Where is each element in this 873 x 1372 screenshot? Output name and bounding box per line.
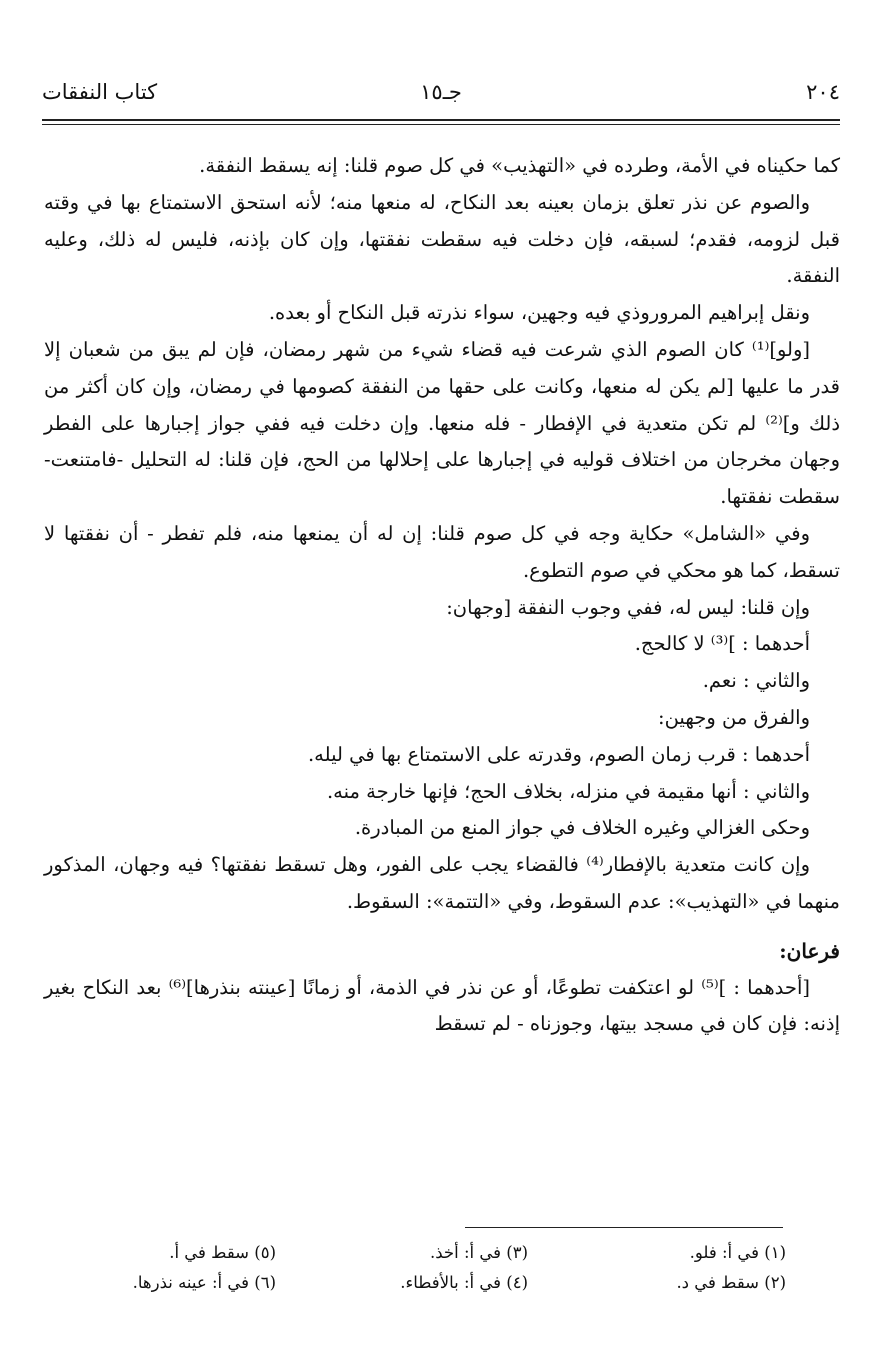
volume-number: جـ١٥ <box>420 80 462 104</box>
main-text <box>44 148 840 1043</box>
paragraph: كما حكيناه في الأمة، وطرده في «التهذيب» في كل صوم قلنا: إنه يسقط النفقة. <box>199 154 840 177</box>
footnote-1: (١) في أ: فلو. <box>689 1243 786 1262</box>
running-header <box>42 80 840 114</box>
paragraph: وحكى الغزالي وغيره الخلاف في جواز المنع من المبادرة. <box>354 816 810 840</box>
footnote-2: (٢) سقط في د. <box>676 1273 786 1292</box>
paragraph: [ولو]⁽¹⁾ كان الصوم الذي شرعت فيه قضاء شيء من شهر رمضان، فإن لم يبق من شعبان إلا قدر ما عليها [لم يكن له منعها، وكانت على حقها من النفقة كصومها في رمضان، وإن كان أكثر من ذلك و]⁽²⁾ لم تكن متعدية في الإفطار - فله منعها. وإن دخلت فيه ففي جواز إجبارها على الفطر وجهان مخرجان من اختلاف قوليه في إجبارها على إحلالها من الحج، فإن قلنا: له التحليل -فامتنعت- سقطت نفقتها. <box>44 337 840 509</box>
footnote-5: (٥) سقط في أ. <box>169 1243 276 1262</box>
header-rule-thick <box>42 119 840 121</box>
paragraph: والفرق من وجهين: <box>658 705 810 729</box>
footnote-separator <box>465 1227 783 1228</box>
header-rule-thin <box>42 124 840 125</box>
footnote-4: (٤) في أ: بالأفطاء. <box>400 1273 528 1292</box>
paragraph: وإن كانت متعدية بالإفطار⁽⁴⁾ فالقضاء يجب على الفور، وهل تسقط نفقتها؟ فيه وجهان، المذكور منهما في «التهذيب»: عدم السقوط، وفي «التتمة»: السقوط. <box>44 853 840 913</box>
paragraph: أحدهما : ]⁽³⁾ لا كالحج. <box>634 632 810 656</box>
book-title: كتاب النفقات <box>42 80 158 104</box>
footnote-3: (٣) في أ: أخذ. <box>430 1243 528 1262</box>
section-heading: فرعان: <box>779 938 840 963</box>
paragraph: ونقل إبراهيم المروروذي فيه وجهين، سواء نذرته قبل النكاح أو بعده. <box>268 301 810 325</box>
footnote-6: (٦) في أ: عينه نذرها. <box>132 1273 276 1292</box>
paragraph: والثاني : نعم. <box>702 669 810 693</box>
footnotes <box>90 1238 786 1308</box>
paragraph: وإن قلنا: ليس له، ففي وجوب النفقة [وجهان: <box>446 595 810 619</box>
page-number: ٢٠٤ <box>806 80 840 104</box>
paragraph: وفي «الشامل» حكاية وجه في كل صوم قلنا: إن له أن يمنعها منه، فلم تفطر - أن نفقتها لا تسقط، كما هو محكي في صوم التطوع. <box>44 521 840 582</box>
paragraph: والصوم عن نذر تعلق بزمان بعينه بعد النكاح، له منعها منه؛ لأنه استحق الاستمتاع بها في وقته قبل لزومه، فقدم؛ لسبقه، فإن دخلت فيه سقطت نفقتها، وإن كان بإذنه، فليس له ذلك، وعليه النفقة. <box>44 190 840 288</box>
paragraph: أحدهما : قرب زمان الصوم، وقدرته على الاستمتاع بها في ليله. <box>307 742 810 766</box>
paragraph: والثاني : أنها مقيمة في منزله، بخلاف الحج؛ فإنها خارجة منه. <box>326 779 810 803</box>
paragraph: [أحدهما : ]⁽⁵⁾ لو اعتكفت تطوعًا، أو عن نذر في الذمة، أو زمانًا [عينته بنذرها]⁽⁶⁾ بعد النكاح بغير إذنه: فإن كان في مسجد بيتها، وجوزناه - لم تسقط <box>44 975 840 1036</box>
